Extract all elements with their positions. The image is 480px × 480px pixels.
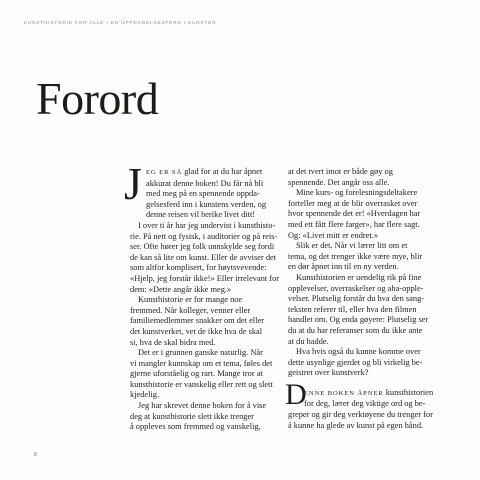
text-line: I over ti år har jeg undervist i kunsthisto- — [138, 220, 276, 230]
text-line — [130, 167, 280, 179]
text-line: med ett fått flere farger», har flere sagt. — [288, 219, 420, 229]
text-line-rest: glad for at du har åpnet — [182, 167, 263, 176]
text-line: dem: «Dette angår ikke meg.» — [130, 284, 232, 294]
text-line: å kunne ha glede av kunst på egen hånd. — [288, 420, 424, 430]
text-line: denne reisen vil berike livet ditt! — [146, 210, 256, 220]
text-line: Hva hvis også du kunne komme over — [296, 347, 421, 357]
text-line: Kunsthistorien er uendelig rik på fine — [296, 272, 422, 282]
text-line: du at du har referanser som du ikke ante — [288, 325, 423, 335]
page-number: 8 — [34, 452, 37, 458]
text-line: dette usynlige gjerdet og bli virkelig be- — [288, 357, 423, 367]
text-line: med meg på en spennende oppda- — [146, 189, 260, 199]
text-line: Og: «Livet mitt er endret.» — [288, 230, 379, 240]
text-line: fremmed. Når kolleger, venner eller — [130, 305, 251, 315]
text-line: kjedelig. — [130, 390, 160, 400]
small-caps-lead: EG ER SÅ — [146, 169, 183, 176]
text-line: ser. Ofte hører jeg folk unnskylde seg fordi — [130, 242, 275, 252]
text-line: tema, og det trenger ikke være mye, blir — [288, 251, 423, 261]
text-line: si, hva de skal bidra med. — [130, 337, 216, 347]
small-caps-lead: ENNE BOKEN ÅPNER — [304, 389, 384, 397]
text-line: de kan så lite om kunst. Eller de avviser det — [130, 252, 277, 262]
text-line: hvor spennende det er! «Hverdagen har — [288, 209, 421, 219]
text-line: greper og gir deg verktøyene du trenger for — [288, 410, 433, 420]
text-line: Slik er det. Når vi lærer litt om et — [296, 241, 408, 251]
text-line: kunsthistorie er vanskelig eller rett og slett — [130, 379, 273, 389]
text-line: det kunstverket, vet de ikke hva de skal — [130, 326, 263, 336]
right-column — [285, 167, 438, 431]
text-line: Jeg har skrevet denne boken for å vise — [138, 401, 267, 411]
section-gap — [288, 379, 438, 388]
text-line: opplevelser, overraskelser og aha-opple- — [288, 283, 424, 293]
drop-cap: D — [285, 377, 307, 411]
text-line: å oppleves som fremmed og vanskelig, — [130, 422, 261, 432]
section-two — [285, 377, 438, 431]
text-line: en dør åpnet inn til en ny verden. — [288, 262, 399, 272]
text-line: akkurat denne boken! Du får nå bli — [146, 178, 264, 188]
text-line: som altfor komplisert, for høytsvevende: — [130, 263, 267, 273]
text-line: gelsesferd inn i kunstens verden, og — [146, 199, 267, 209]
text-line: familiemedlemmer snakker om det eller — [130, 316, 264, 326]
chapter-title: Forord — [36, 73, 159, 124]
text-line: vi mangler kunnskap om et tema, føles det — [130, 358, 273, 368]
text-line: rie. På nett og fysisk, i auditorier og på reis- — [130, 231, 278, 241]
text-line: deg at kunsthistorie slett ikke trenger — [130, 411, 254, 421]
drop-cap: J — [124, 158, 142, 209]
text-line-rest: kunsthistorien — [383, 387, 434, 397]
text-line: teksten referer til, eller hva den filmen — [288, 304, 417, 314]
text-line: spennende. Det angår oss alle. — [288, 177, 390, 187]
running-head: KUNSTHISTORIE FOR ALLE I EN OPPDAGELSESFERD I KUNSTEN — [24, 20, 217, 25]
left-column — [124, 158, 280, 433]
text-line — [288, 388, 438, 400]
text-line: Mine kurs- og forelesningsdeltakere — [296, 188, 418, 198]
text-line: geistret over kunstverk? — [288, 368, 369, 378]
text-line: Kunsthistorie er for mange noe — [138, 295, 243, 305]
text-line: for deg, lærer deg viktige ord og be- — [304, 399, 426, 409]
text-line: gjerne uforståelig og rart. Mange tror at — [130, 369, 263, 379]
text-line: forteller meg at de blir overrasket over — [288, 198, 418, 208]
text-line: handlet om. Og enda gøyere: Plutselig ser — [288, 315, 429, 325]
text-line: velser. Plutselig forstår du hva den sang- — [288, 294, 425, 304]
text-line: at du hadde. — [288, 336, 329, 346]
text-line: Det er i grunnen ganske naturlig. Når — [138, 348, 263, 358]
text-line: «Hjelp, jeg forstår ikke!» Eller irrelevant for — [130, 273, 280, 283]
text-line: at det tvert imot er både gøy og — [288, 167, 393, 176]
